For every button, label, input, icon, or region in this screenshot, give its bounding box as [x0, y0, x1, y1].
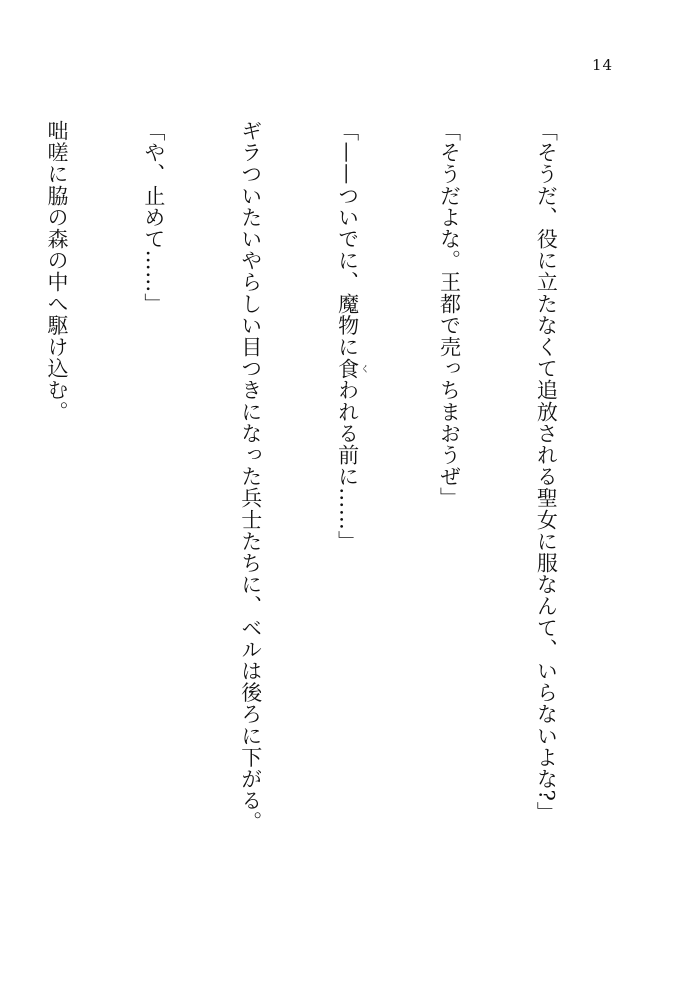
- text-line-6: 咄嗟に脇の森の中へ駆け込む。: [44, 120, 69, 423]
- text-line-1: 「そうだ、役に立たなくて追放される聖女に服なんて、いらないよな?」: [534, 120, 559, 824]
- ruby-kuwa: 食 く: [335, 357, 369, 380]
- text-line-2: 「そうだよな。王都で売っちまおうぜ」: [437, 120, 462, 509]
- body-text: [0, 120, 627, 960]
- text-line-4: ギラついたいやらしい目つきになった兵士たちに、ベルは後ろに下がる。: [238, 120, 263, 833]
- text-line-3: 「——ついでに、魔物に食 くわれる前に……」: [335, 120, 369, 553]
- page-number: 14: [592, 56, 614, 74]
- text-line-5: 「や、止めて……」: [141, 120, 166, 315]
- text-line-3-part: 「——ついでに、魔物に: [335, 120, 360, 358]
